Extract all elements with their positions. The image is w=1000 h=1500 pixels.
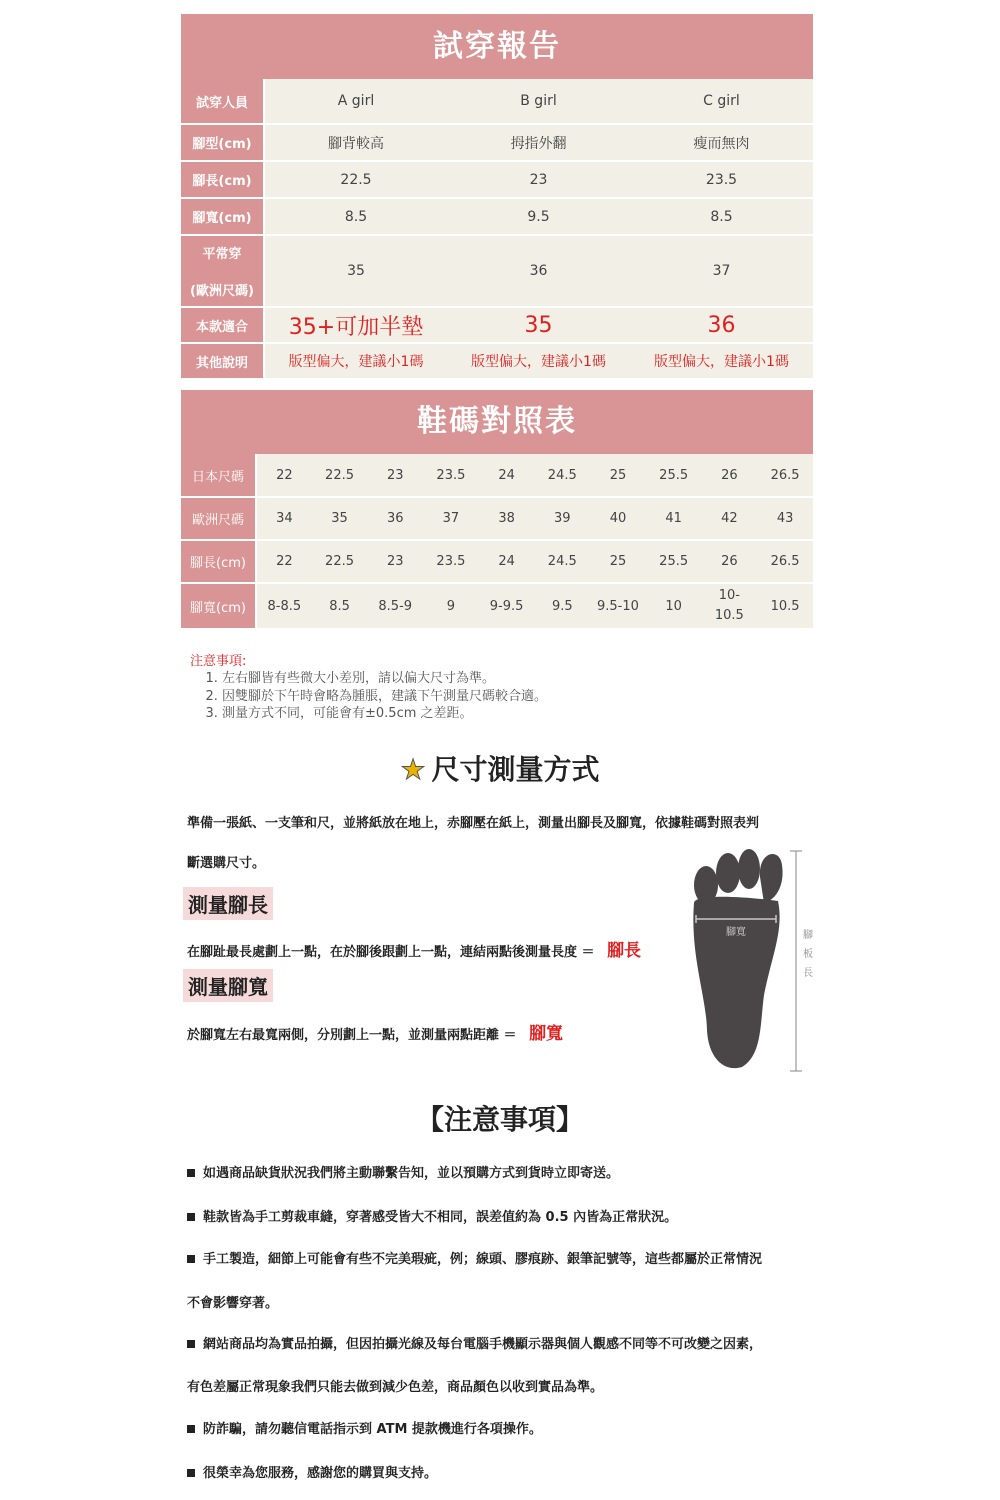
- table-row: [181, 307, 813, 343]
- bullet-icon: [187, 1255, 195, 1263]
- bullet-icon: [187, 1340, 195, 1348]
- length-result: 腳長: [607, 941, 642, 961]
- cell: 9: [423, 583, 479, 629]
- attention-title: 【注意事項】: [415, 1103, 584, 1136]
- cell: 26.5: [757, 540, 813, 583]
- table-row: [181, 124, 813, 161]
- table-row: [181, 161, 813, 198]
- width-result: 腳寬: [529, 1024, 564, 1044]
- length-heading: 測量腳長: [183, 887, 273, 920]
- size-table: [181, 454, 813, 630]
- row-label: 腳長(cm): [181, 161, 264, 198]
- cell: 36: [447, 235, 630, 307]
- row-label: 歐洲尺碼: [181, 497, 256, 540]
- bullet-icon: [187, 1213, 195, 1221]
- cell: 8.5: [264, 198, 447, 235]
- fit-cell: 36: [630, 307, 813, 343]
- notes: [190, 650, 547, 723]
- cell: 41: [646, 497, 702, 540]
- row-label: 腳寬(cm): [181, 198, 264, 235]
- note-cell: 版型偏大，建議小1碼: [630, 343, 813, 379]
- cell: 8.5-9: [367, 583, 423, 629]
- length-text-row: [187, 936, 641, 961]
- cell: 24.5: [534, 454, 590, 497]
- measure-intro-line1: 準備一張紙、一支筆和尺，並將紙放在地上，赤腳壓在紙上，測量出腳長及腳寬，依據鞋碼對照表判: [187, 816, 760, 831]
- fit-cell: 35: [447, 307, 630, 343]
- attention-item: [187, 1248, 762, 1267]
- bullet-icon: [187, 1425, 195, 1433]
- cell: 8.5: [312, 583, 368, 629]
- foot-width-label: 腳寬: [726, 927, 746, 938]
- attention-item: [187, 1333, 762, 1352]
- table-row: [181, 583, 813, 629]
- cell: C girl: [630, 79, 813, 124]
- cell: 23: [367, 454, 423, 497]
- cell: 23: [367, 540, 423, 583]
- cell: 35: [264, 235, 447, 307]
- cell: 10.5: [757, 583, 813, 629]
- note-cell: 版型偏大，建議小1碼: [264, 343, 447, 379]
- list-item: 1. 左右腳皆有些微大小差別，請以偏大尺寸為準。: [222, 670, 547, 688]
- cell: 9.5: [534, 583, 590, 629]
- list-item: 2. 因雙腳於下午時會略為腫脹，建議下午測量尺碼較合適。: [222, 688, 547, 706]
- foot-length-label-1: 腳: [803, 930, 813, 941]
- attention-item-continued: 不會影響穿著。: [187, 1296, 279, 1311]
- row-label: 腳長(cm): [181, 540, 256, 583]
- cell: 43: [757, 497, 813, 540]
- cell: 23.5: [423, 540, 479, 583]
- attention-text: 很榮幸為您服務，感謝您的購買與支持。: [203, 1466, 438, 1481]
- cell: 26: [702, 540, 758, 583]
- note-cell: 版型偏大，建議小1碼: [447, 343, 630, 379]
- width-text: 於腳寬左右最寬兩側，分別劃上一點，並測量兩點距離 ＝: [187, 1028, 517, 1043]
- cell: 22.5: [312, 454, 368, 497]
- cell: 25.5: [646, 454, 702, 497]
- cell: 22: [256, 540, 312, 583]
- attention-item: [187, 1418, 542, 1437]
- foot-length-label-2: 板: [803, 949, 813, 960]
- cell: 40: [590, 497, 646, 540]
- cell: 37: [423, 497, 479, 540]
- length-text: 在腳趾最長處劃上一點，在於腳後跟劃上一點，連結兩點後測量長度 ＝: [187, 945, 595, 960]
- measure-title-text: 尺寸測量方式: [431, 753, 600, 786]
- cell-line2: 10.5: [714, 608, 744, 623]
- row-label: 本款適合: [181, 307, 264, 343]
- width-text-row: [187, 1019, 563, 1044]
- row-label-line1: 平常穿: [202, 247, 242, 262]
- cell: 42: [702, 497, 758, 540]
- cell: 26: [702, 454, 758, 497]
- bullet-icon: [187, 1169, 195, 1177]
- cell: 26.5: [757, 454, 813, 497]
- row-label-line2: (歐洲尺碼): [190, 284, 254, 299]
- width-heading: 測量腳寬: [183, 969, 273, 1002]
- cell: 24: [479, 454, 535, 497]
- cell: A girl: [264, 79, 447, 124]
- notes-list: [190, 670, 547, 723]
- cell: 9.5: [447, 198, 630, 235]
- attention-item: [187, 1206, 677, 1225]
- notes-title: 注意事項:: [190, 654, 247, 669]
- foot-length-label-3: 長: [803, 968, 813, 979]
- table-row: [181, 497, 813, 540]
- cell: 9-9.5: [479, 583, 535, 629]
- fit-cell: 35+可加半墊: [264, 307, 447, 343]
- cell: 37: [630, 235, 813, 307]
- cell: 38: [479, 497, 535, 540]
- cell: 34: [256, 497, 312, 540]
- cell: 24.5: [534, 540, 590, 583]
- row-label: 試穿人員: [181, 79, 264, 124]
- cell: 9.5-10: [590, 583, 646, 629]
- attention-text: 如遇商品缺貨狀況我們將主動聯繫告知，並以預購方式到貨時立即寄送。: [203, 1166, 620, 1181]
- measure-title: [0, 748, 1000, 788]
- report-table: [181, 79, 813, 380]
- try-on-report: [181, 14, 813, 380]
- foot-illustration: [680, 845, 820, 1075]
- foot-icon: [693, 849, 782, 1068]
- row-label: 腳寬(cm): [181, 583, 256, 629]
- cell: 22.5: [312, 540, 368, 583]
- size-chart: [181, 390, 813, 630]
- attention-item: [187, 1162, 619, 1181]
- row-label: 日本尺碼: [181, 454, 256, 497]
- cell: 23.5: [423, 454, 479, 497]
- cell: 拇指外翻: [447, 124, 630, 161]
- cell: 瘦而無肉: [630, 124, 813, 161]
- cell: 24: [479, 540, 535, 583]
- table-row: [181, 79, 813, 124]
- cell-line1: 10-: [718, 588, 740, 603]
- table-row: [181, 235, 813, 307]
- attention-text: 鞋款皆為手工剪裁車縫，穿著感受皆大不相同，誤差值約為 0.5 內皆為正常狀況。: [203, 1210, 678, 1225]
- size-chart-title: 鞋碼對照表: [181, 390, 813, 454]
- cell: 36: [367, 497, 423, 540]
- attention-text: 防詐騙，請勿聽信電話指示到 ATM 提款機進行各項操作。: [203, 1422, 542, 1437]
- attention-text: 手工製造，細節上可能會有些不完美瑕疵，例；線頭、膠痕跡、銀筆記號等，這些都屬於正常情況: [203, 1252, 763, 1267]
- cell: 25: [590, 540, 646, 583]
- row-label: 腳型(cm): [181, 124, 264, 161]
- attention-text: 網站商品均為實品拍攝，但因拍攝光線及每台電腦手機顯示器與個人觀感不同等不可改變之因素，: [203, 1337, 763, 1352]
- bullet-icon: [187, 1469, 195, 1477]
- cell: 25.5: [646, 540, 702, 583]
- table-row: [181, 343, 813, 379]
- cell: 25: [590, 454, 646, 497]
- cell: 23: [447, 161, 630, 198]
- row-label: [181, 235, 264, 307]
- cell: 22.5: [264, 161, 447, 198]
- attention-item-continued: 有色差屬正常現象我們只能去做到減少色差，商品顏色以收到實品為準。: [187, 1380, 604, 1395]
- attention-item: [187, 1462, 437, 1481]
- list-item: 3. 測量方式不同，可能會有±0.5cm 之差距。: [222, 705, 547, 723]
- cell: [702, 583, 758, 629]
- table-row: [181, 198, 813, 235]
- star-icon: ★: [400, 753, 426, 786]
- cell: B girl: [447, 79, 630, 124]
- cell: 8.5: [630, 198, 813, 235]
- cell: 39: [534, 497, 590, 540]
- cell: 8-8.5: [256, 583, 312, 629]
- cell: 35: [312, 497, 368, 540]
- measure-intro-line2: 斷選購尺寸。: [187, 856, 266, 871]
- cell: 22: [256, 454, 312, 497]
- cell: 腳背較高: [264, 124, 447, 161]
- table-row: [181, 540, 813, 583]
- table-row: [181, 454, 813, 497]
- report-title: 試穿報告: [181, 14, 813, 79]
- cell: 23.5: [630, 161, 813, 198]
- row-label: 其他說明: [181, 343, 264, 379]
- cell: 10: [646, 583, 702, 629]
